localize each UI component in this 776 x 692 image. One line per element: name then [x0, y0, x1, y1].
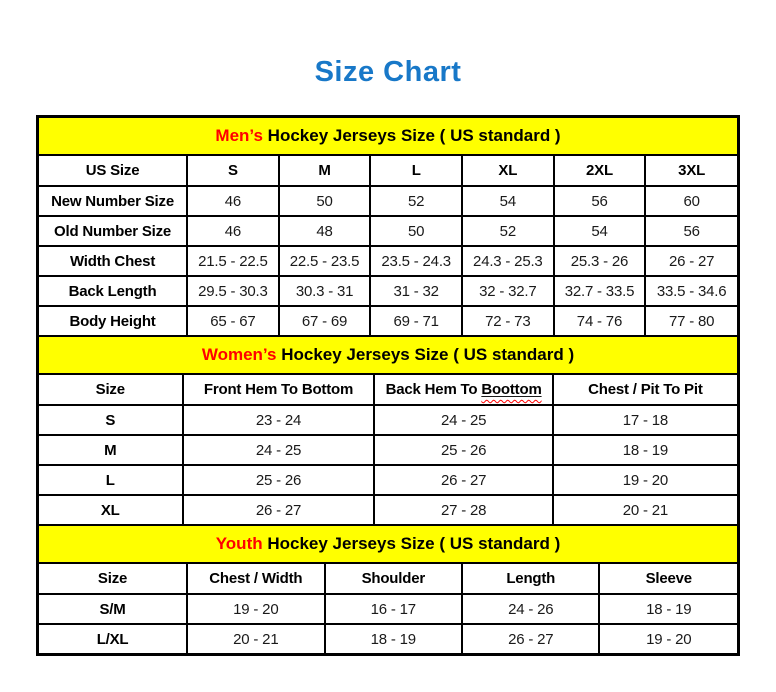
size-value: 16 - 17 — [325, 594, 462, 624]
size-value: 33.5 - 34.6 — [645, 276, 737, 306]
column-header: Chest / Pit To Pit — [553, 375, 737, 405]
size-value: 65 - 67 — [187, 306, 279, 335]
size-value: 23 - 24 — [183, 405, 375, 435]
youth-table-head — [39, 564, 737, 594]
size-value: 23.5 - 24.3 — [370, 246, 462, 276]
size-value: 20 - 21 — [187, 624, 324, 653]
womens-table-body — [39, 405, 737, 524]
size-value: 27 - 28 — [374, 495, 552, 524]
size-value: 19 - 20 — [599, 624, 737, 653]
row-label: L — [39, 465, 183, 495]
table-row — [39, 465, 737, 495]
column-header: Size — [39, 564, 187, 594]
column-header: Chest / Width — [187, 564, 324, 594]
size-value: 26 - 27 — [183, 495, 375, 524]
size-value: 32.7 - 33.5 — [554, 276, 646, 306]
size-value: 26 - 27 — [462, 624, 599, 653]
column-header: Back Hem To Boottom — [374, 375, 552, 405]
row-label: S/M — [39, 594, 187, 624]
header-row — [39, 156, 737, 186]
row-label: L/XL — [39, 624, 187, 653]
table-row — [39, 405, 737, 435]
column-header: L — [370, 156, 462, 186]
mens-size-table — [39, 156, 737, 335]
page-title: Size Chart — [314, 56, 462, 88]
size-value: 69 - 71 — [370, 306, 462, 335]
table-row — [39, 246, 737, 276]
size-value: 21.5 - 22.5 — [187, 246, 279, 276]
row-label: Old Number Size — [39, 216, 187, 246]
mens-table-head — [39, 156, 737, 186]
womens-table-head — [39, 375, 737, 405]
table-row — [39, 216, 737, 246]
womens-size-table — [39, 375, 737, 524]
womens-section — [39, 335, 737, 524]
row-label: Width Chest — [39, 246, 187, 276]
size-value: 60 — [645, 186, 737, 216]
size-value: 20 - 21 — [553, 495, 737, 524]
size-value: 50 — [370, 216, 462, 246]
table-row — [39, 276, 737, 306]
table-row — [39, 306, 737, 335]
row-label: Back Length — [39, 276, 187, 306]
size-value: 18 - 19 — [325, 624, 462, 653]
youth-section — [39, 524, 737, 653]
mens-section-accent: Men’s — [215, 126, 263, 145]
youth-section-title: Hockey Jerseys Size ( US standard ) — [262, 534, 561, 553]
youth-section-header — [39, 524, 737, 564]
size-value: 17 - 18 — [553, 405, 737, 435]
size-value: 77 - 80 — [645, 306, 737, 335]
size-chart-container — [36, 115, 740, 656]
size-value: 19 - 20 — [553, 465, 737, 495]
table-row — [39, 186, 737, 216]
size-value: 26 - 27 — [374, 465, 552, 495]
size-value: 46 — [187, 186, 279, 216]
column-header: Shoulder — [325, 564, 462, 594]
column-header: XL — [462, 156, 554, 186]
mens-table-body — [39, 186, 737, 335]
size-value: 24.3 - 25.3 — [462, 246, 554, 276]
mens-section-header — [39, 118, 737, 156]
womens-section-title: Hockey Jerseys Size ( US standard ) — [276, 345, 575, 364]
size-value: 56 — [645, 216, 737, 246]
row-label: New Number Size — [39, 186, 187, 216]
table-row — [39, 594, 737, 624]
size-value: 30.3 - 31 — [279, 276, 371, 306]
size-value: 72 - 73 — [462, 306, 554, 335]
size-value: 22.5 - 23.5 — [279, 246, 371, 276]
column-header: 3XL — [645, 156, 737, 186]
row-label: XL — [39, 495, 183, 524]
size-value: 67 - 69 — [279, 306, 371, 335]
size-value: 31 - 32 — [370, 276, 462, 306]
table-row — [39, 624, 737, 653]
size-value: 26 - 27 — [645, 246, 737, 276]
mens-section-title: Hockey Jerseys Size ( US standard ) — [262, 126, 561, 145]
size-value: 24 - 25 — [374, 405, 552, 435]
womens-section-accent: Women’s — [201, 345, 277, 364]
size-value: 50 — [279, 186, 371, 216]
header-row — [39, 564, 737, 594]
size-value: 25 - 26 — [183, 465, 375, 495]
misspelled-word: Boottom — [481, 381, 542, 398]
column-header: M — [279, 156, 371, 186]
youth-table-body — [39, 594, 737, 653]
row-label: S — [39, 405, 183, 435]
size-value: 18 - 19 — [599, 594, 737, 624]
mens-section — [39, 118, 737, 335]
youth-size-table — [39, 564, 737, 653]
row-label: M — [39, 435, 183, 465]
size-value: 54 — [554, 216, 646, 246]
size-value: 24 - 25 — [183, 435, 375, 465]
header-row — [39, 375, 737, 405]
size-value: 52 — [370, 186, 462, 216]
size-value: 25 - 26 — [374, 435, 552, 465]
size-value: 46 — [187, 216, 279, 246]
size-value: 74 - 76 — [554, 306, 646, 335]
column-header: 2XL — [554, 156, 646, 186]
size-value: 56 — [554, 186, 646, 216]
size-value: 24 - 26 — [462, 594, 599, 624]
size-value: 18 - 19 — [553, 435, 737, 465]
size-value: 48 — [279, 216, 371, 246]
size-value: 25.3 - 26 — [554, 246, 646, 276]
table-row — [39, 495, 737, 524]
column-header: S — [187, 156, 279, 186]
size-value: 54 — [462, 186, 554, 216]
womens-section-header — [39, 335, 737, 375]
column-header: Sleeve — [599, 564, 737, 594]
youth-section-accent: Youth — [215, 534, 263, 553]
size-value: 19 - 20 — [187, 594, 324, 624]
column-header: Length — [462, 564, 599, 594]
column-header: US Size — [39, 156, 187, 186]
table-row — [39, 435, 737, 465]
row-label: Body Height — [39, 306, 187, 335]
size-value: 52 — [462, 216, 554, 246]
size-value: 32 - 32.7 — [462, 276, 554, 306]
size-value: 29.5 - 30.3 — [187, 276, 279, 306]
column-header: Front Hem To Bottom — [183, 375, 375, 405]
column-header: Size — [39, 375, 183, 405]
